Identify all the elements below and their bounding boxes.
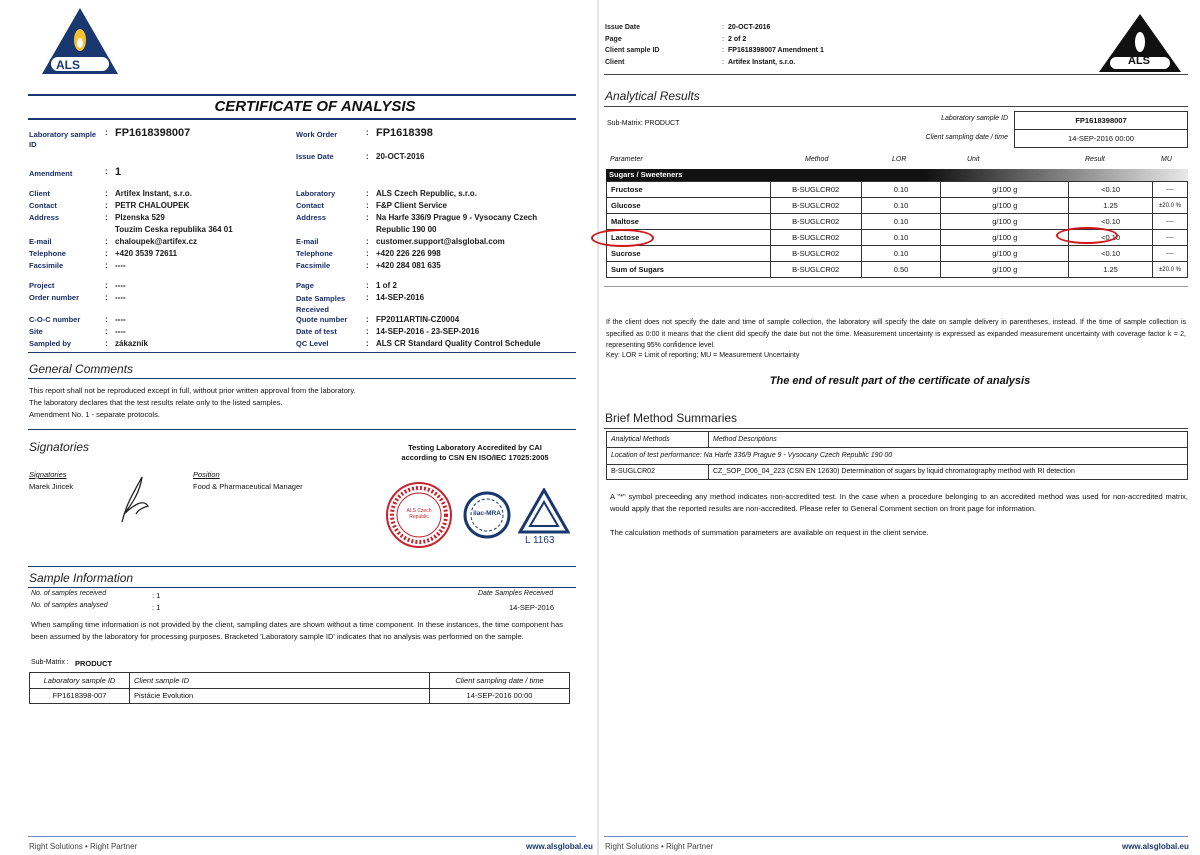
header-colon: : <box>722 24 724 31</box>
results-note: If the client does not specify the date and time of sample collection, the laboratory will specify the date on sample delivery in parentheses, instead. If the time of sample collection is specified as 0:00 it means that the client did specify the date but not the time. Measurement uncertainty is expressed as expanded measurement uncertainty with coverage factor k = 2, representing 95% confidence level. <box>606 319 1186 349</box>
field-colon: : <box>366 293 369 302</box>
rule <box>28 378 576 379</box>
field-label: Date Samples Received <box>296 294 346 314</box>
accreditation-line: according to CSN EN ISO/IEC 17025:2005 <box>401 453 549 462</box>
field-colon: : <box>366 315 369 324</box>
field-label: Contact <box>29 201 57 210</box>
lab-sample-id-value: FP1618398007 <box>1015 112 1188 130</box>
title-rule-bottom <box>28 118 576 120</box>
footnote-accreditation: A "*" symbol preceeding any method indicates non-accredited test. In the case when a procedure belonging to an accredited method was used for non-accredited matrix, would apply that the reported results are non-accredited. Please refer to General Comment section on front page for information. <box>610 492 1188 513</box>
header-value: Artifex Instant, s.r.o. <box>728 58 796 66</box>
signatory-name: Marek Jiricek <box>29 482 74 491</box>
field-value: FP1618398 <box>376 127 433 139</box>
sample-table-cell: 14-SEP-2016 00:00 <box>430 688 570 704</box>
lab-number: L 1163 <box>525 535 555 546</box>
position-col-header: Position <box>193 470 220 479</box>
field-colon: : <box>105 339 108 348</box>
sample-table-cell: FP1618398-007 <box>30 688 130 704</box>
als-logo-icon <box>40 6 120 76</box>
field-colon: : <box>105 167 108 176</box>
column-header: LOR <box>892 156 907 163</box>
field-colon: : <box>105 189 108 198</box>
field-colon: : <box>105 201 108 210</box>
submatrix-label: Sub-Matrix : <box>31 659 69 666</box>
field-colon: : <box>105 249 108 258</box>
field-label: Facsimile <box>296 261 331 270</box>
column-header: Result <box>1085 156 1105 163</box>
result-cell-result: <0.10 <box>1069 230 1153 246</box>
field-colon: : <box>366 189 369 198</box>
field-colon: : <box>366 327 369 336</box>
signatories-heading: Signatories <box>29 440 90 454</box>
field-label: Project <box>29 281 55 290</box>
field-value: ---- <box>115 261 126 270</box>
field-value: 1 of 2 <box>376 281 397 290</box>
sample-note: When sampling time information is not provided by the client, sampling dates are shown without a time component. In these instances, the time component has been assumed by the laboratory for processing purposes. Bracketed 'Laboratory sample ID' indicates that no analysis was performed on the sample. <box>31 620 563 641</box>
signature-icon <box>112 472 162 527</box>
result-cell-param: Sucrose <box>607 246 771 262</box>
ilac-text: ilac-MRA <box>473 510 501 517</box>
field-label: Date of test <box>296 327 337 336</box>
certificate-page-1: ALS CERTIFICATE OF ANALYSIS Laboratory sample ID : FP1618398007 Amendment : 1 Client : Artifex Instant, s.r.o. Contact : PETR CHALOUPEK Address : Plzenska 529 Touzim Ceska republika 364 01 E-mail : chaloupek@artifex.cz Telephone : +420 3539 72611 Facsimile : ---- Project : ---- Order number : ---- C-O-C number : ---- Site : ---- Sampled by : zákazník Work Order : FP1618398 Issue Date : 20-OCT-2016 Laboratory : ALS Czech Republic, s.r.o. Contact : F&P Client Service Address : Na Harfe 336/9 Prague 9 - Vysocany Czech Republic 190 00 E-mail : customer.support@alsglobal.com Telephone : +420 226 226 998 Facsimile : +420 284 081 635 Page : 1 of 2 Date Samples Received : 14-SEP-2016 Quote number : FP2011ARTIN-CZ0004 Date of test : 14-SEP-2016 - 23-SEP-2016 QC Level : ALS CR Standard Quality Control Schedule General Comments This report shall not be reproduced except in full, without prior written approval from the laboratory. The laboratory declares that the test results relate only to the listed samples. Amendment No. 1 - separate protocols. Signatories Testing Laboratory Accredited by CAI according to CSN EN ISO/IEC 17025:2005 Signatories Position Marek Jiricek Food & Pharmaceutical Manager ALS Czech Republic ilac-MRA L 1163 Sample Information No. of samples received : 1 No. of samples analysed : 1 Date Samples Received 14-SEP-2016 When sampling time information is not provided by the client, sampling dates are shown without a time component. In these instances, the time component has been assumed by the laboratory for processing purposes. Bracketed 'Laboratory sample ID' indicates that no analysis was performed on the sample. Sub-Matrix : PRODUCT Laboratory sample ID Client sample ID Client sampling date / time FP1618398-007 Pistácie Evolution 14-SEP-2016 00:00 Right Solutions • Right Partner www.alsglobal.eu <box>0 0 596 855</box>
field-colon: : <box>105 128 108 137</box>
footer-rule <box>28 836 576 837</box>
date-received-value: 14-SEP-2016 <box>509 603 555 612</box>
methods-header: Analytical Methods <box>607 432 709 448</box>
field-label: Amendment <box>29 169 73 178</box>
sample-table-cell: Pistácie Evolution <box>130 688 430 704</box>
field-colon: : <box>105 315 108 324</box>
field-label: Page <box>296 281 314 290</box>
page-title: CERTIFICATE OF ANALYSIS <box>214 98 416 115</box>
result-cell-lor: 0.10 <box>861 198 941 214</box>
result-row <box>607 198 1188 214</box>
field-value: Touzim Ceska republika 364 01 <box>115 225 233 234</box>
result-cell-param: Fructose <box>607 182 771 198</box>
sample-table-header: Laboratory sample ID <box>30 673 130 689</box>
field-value: zákazník <box>115 339 148 348</box>
result-cell-lor: 0.10 <box>861 230 941 246</box>
header-value: 20-OCT-2016 <box>728 24 771 31</box>
result-cell-param: Glucose <box>607 198 771 214</box>
field-value: Republic 190 00 <box>376 225 437 234</box>
field-value: PETR CHALOUPEK <box>115 201 190 210</box>
field-colon: : <box>105 327 108 336</box>
result-cell-unit: g/100 g <box>941 198 1069 214</box>
methods-table <box>606 431 1188 480</box>
method-description: CZ_SOP_D06_04_223 (CSN EN 12630) Determination of sugars by liquid chromatography method with RI detection <box>709 464 1188 480</box>
column-header: MU <box>1161 156 1172 163</box>
result-cell-method: B-SUGLCR02 <box>770 198 861 214</box>
field-colon: : <box>366 237 369 246</box>
rule <box>604 286 1188 287</box>
result-cell-result: <0.10 <box>1069 182 1153 198</box>
field-colon: : <box>366 213 369 222</box>
field-colon: : <box>366 249 369 258</box>
accreditation-line: Testing Laboratory Accredited by CAI <box>408 443 542 452</box>
rule <box>28 566 576 567</box>
sample-table <box>29 672 570 704</box>
field-label: Client <box>29 189 50 198</box>
stamp-text: ALS Czech Republic <box>406 508 432 520</box>
field-colon: : <box>366 281 369 290</box>
submatrix-value: PRODUCT <box>75 659 113 668</box>
header-label: Page <box>605 35 622 43</box>
field-colon: : <box>105 213 108 222</box>
field-label: Address <box>296 213 327 222</box>
key-text: Key: LOR = Limit of reporting; MU = Measurement Uncertainty <box>606 352 800 359</box>
result-cell-mu: ---- <box>1152 214 1187 230</box>
result-cell-mu: ---- <box>1152 246 1187 262</box>
date-received-label: Date Samples Received <box>478 590 554 597</box>
field-label: Telephone <box>296 249 333 258</box>
field-label: QC Level <box>296 339 329 348</box>
logo-text: ALS <box>56 58 80 72</box>
field-value: +420 3539 72611 <box>115 249 178 258</box>
column-header: Parameter <box>610 156 643 163</box>
field-value: 20-OCT-2016 <box>376 152 425 161</box>
field-value: F&P Client Service <box>376 201 447 210</box>
field-label: Laboratory <box>296 189 336 198</box>
sample-header-table <box>1014 111 1188 148</box>
rule <box>604 106 1188 107</box>
field-value: ---- <box>115 293 126 302</box>
sampling-date-label: Client sampling date / time <box>925 134 1008 141</box>
field-label: Site <box>29 327 43 336</box>
group-name: Sugars / Sweeteners <box>609 170 683 179</box>
field-value: ALS CR Standard Quality Control Schedule <box>376 339 541 348</box>
field-value: 14-SEP-2016 - 23-SEP-2016 <box>376 327 480 336</box>
field-colon: : <box>366 152 369 161</box>
result-cell-lor: 0.50 <box>861 262 941 278</box>
field-colon: : <box>105 237 108 246</box>
field-label: Contact <box>296 201 324 210</box>
general-comments-heading: General Comments <box>29 362 134 376</box>
result-cell-unit: g/100 g <box>941 214 1069 230</box>
result-cell-result: 1.25 <box>1069 262 1153 278</box>
header-colon: : <box>722 35 724 43</box>
field-value: customer.support@alsglobal.com <box>376 237 505 246</box>
rule <box>28 587 576 588</box>
header-label: Issue Date <box>605 24 641 31</box>
field-label: Address <box>29 213 60 222</box>
result-cell-param: Sum of Sugars <box>607 262 771 278</box>
field-value: Plzenska 529 <box>115 213 165 222</box>
field-label: Telephone <box>29 249 66 258</box>
field-colon: : <box>105 261 108 270</box>
rule <box>28 429 576 430</box>
header-colon: : <box>722 47 724 54</box>
comment-line: The laboratory declares that the test results relate only to the listed samples. <box>29 398 283 407</box>
result-cell-result: <0.10 <box>1069 246 1153 262</box>
result-cell-method: B-SUGLCR02 <box>770 214 861 230</box>
result-cell-mu: ---- <box>1152 182 1187 198</box>
result-row <box>607 246 1188 262</box>
field-value: chaloupek@artifex.cz <box>115 237 198 246</box>
result-cell-method: B-SUGLCR02 <box>770 246 861 262</box>
result-cell-method: B-SUGLCR02 <box>770 230 861 246</box>
analytical-results-heading: Analytical Results <box>605 89 700 103</box>
header-label: Client sample ID <box>605 47 660 54</box>
method-code: B-SUGLCR02 <box>607 464 709 480</box>
cai-accreditation-icon <box>518 488 570 534</box>
signatories-col-header: Signatories <box>29 470 67 479</box>
result-cell-method: B-SUGLCR02 <box>770 262 861 278</box>
footer-url[interactable]: www.alsglobal.eu <box>526 842 593 851</box>
sample-table-header: Client sampling date / time <box>430 673 570 689</box>
title-rule-top <box>28 94 576 96</box>
result-cell-param: Lactose <box>607 230 771 246</box>
field-colon: : <box>105 281 108 290</box>
logo-text: ALS <box>1128 55 1150 67</box>
rule <box>28 352 576 353</box>
comment-line: This report shall not be reproduced except in full, without prior written approval from the laboratory. <box>29 386 356 395</box>
footnote-summation: The calculation methods of summation parameters are available on request in the client service. <box>610 528 929 537</box>
field-label: Sampled by <box>29 339 72 348</box>
result-cell-lor: 0.10 <box>861 182 941 198</box>
field-label: Facsimile <box>29 261 64 270</box>
result-cell-mu: ±20.0 % <box>1152 262 1187 278</box>
field-value: 14-SEP-2016 <box>376 293 425 302</box>
result-cell-param: Maltose <box>607 214 771 230</box>
header-value: FP1618398007 Amendment 1 <box>728 47 824 54</box>
field-value: Na Harfe 336/9 Prague 9 - Vysocany Czech <box>376 213 538 222</box>
samples-analysed-value: 1 <box>156 603 161 612</box>
end-of-results-text: The end of result part of the certificate of analysis <box>769 375 1031 387</box>
page-divider <box>597 0 599 855</box>
field-label: Laboratory sample ID <box>29 130 97 149</box>
column-header: Unit <box>967 156 980 163</box>
result-cell-method: B-SUGLCR02 <box>770 182 861 198</box>
field-value: FP1618398007 <box>115 127 191 139</box>
footer-tagline: Right Solutions • Right Partner <box>605 842 714 851</box>
sample-table-header: Client sample ID <box>130 673 430 689</box>
field-value: +420 284 081 635 <box>376 261 441 270</box>
certificate-page-2 <box>600 0 1200 855</box>
lactose-highlight-circle <box>591 229 654 247</box>
field-label: Issue Date <box>296 152 334 161</box>
samples-received-label: No. of samples received <box>31 590 107 597</box>
field-colon: : <box>366 339 369 348</box>
field-value: ---- <box>115 281 126 290</box>
field-value: ---- <box>115 315 126 324</box>
result-cell-unit: g/100 g <box>941 230 1069 246</box>
field-label: C-O-C number <box>29 315 81 324</box>
header-value: 2 of 2 <box>728 35 747 43</box>
field-label: E-mail <box>296 237 319 246</box>
field-value: Artifex Instant, s.r.o. <box>115 189 192 198</box>
result-cell-unit: g/100 g <box>941 262 1069 278</box>
result-cell-lor: 0.10 <box>861 214 941 230</box>
result-cell-result: <0.10 <box>1069 214 1153 230</box>
field-value: FP2011ARTIN-CZ0004 <box>376 315 460 324</box>
brief-methods-heading: Brief Method Summaries <box>605 411 738 425</box>
field-value: ALS Czech Republic, s.r.o. <box>376 189 477 198</box>
footer-url[interactable]: www.alsglobal.eu <box>1122 842 1189 851</box>
samples-received-value: 1 <box>156 591 161 600</box>
field-label: Order number <box>29 293 80 302</box>
rule <box>604 428 1188 429</box>
header-colon: : <box>722 58 724 66</box>
methods-header: Method Descriptions <box>709 432 1188 448</box>
result-cell-unit: g/100 g <box>941 246 1069 262</box>
result-row <box>607 182 1188 198</box>
footer-tagline: Right Solutions • Right Partner <box>29 842 138 851</box>
field-value: ---- <box>115 327 126 336</box>
result-cell-lor: 0.10 <box>861 246 941 262</box>
result-row <box>607 262 1188 278</box>
sampling-date-value: 14-SEP-2016 00:00 <box>1015 130 1188 148</box>
field-value: +420 226 226 998 <box>376 249 441 258</box>
field-value: 1 <box>115 166 122 178</box>
column-header: Method <box>805 156 829 163</box>
header-label: Client <box>605 58 625 66</box>
sample-info-heading: Sample Information <box>29 571 134 585</box>
field-colon: : <box>105 293 108 302</box>
footer-rule <box>604 836 1188 837</box>
header-rule <box>604 74 1188 75</box>
signatory-position: Food & Pharmaceutical Manager <box>193 482 303 491</box>
result-cell-result: 1.25 <box>1069 198 1153 214</box>
field-label: Quote number <box>296 315 348 324</box>
location-text: Location of test performance: Na Harfe 336/9 Prague 9 - Vysocany Czech Republic 190 00 <box>607 447 1188 464</box>
result-highlight-circle <box>1056 227 1118 244</box>
group-bar <box>606 169 1188 181</box>
field-colon: : <box>366 261 369 270</box>
result-cell-mu: ---- <box>1152 230 1187 246</box>
field-colon: : <box>366 128 369 137</box>
lab-sample-id-label: Laboratory sample ID <box>941 115 1008 122</box>
submatrix-label: Sub-Matrix: PRODUCT <box>607 120 680 127</box>
result-cell-unit: g/100 g <box>941 182 1069 198</box>
comment-line: Amendment No. 1 - separate protocols. <box>29 410 160 419</box>
result-cell-mu: ±20.0 % <box>1152 198 1187 214</box>
samples-analysed-label: No. of samples analysed <box>31 602 108 609</box>
field-label: Work Order <box>296 130 338 139</box>
field-colon: : <box>366 201 369 210</box>
field-label: E-mail <box>29 237 52 246</box>
